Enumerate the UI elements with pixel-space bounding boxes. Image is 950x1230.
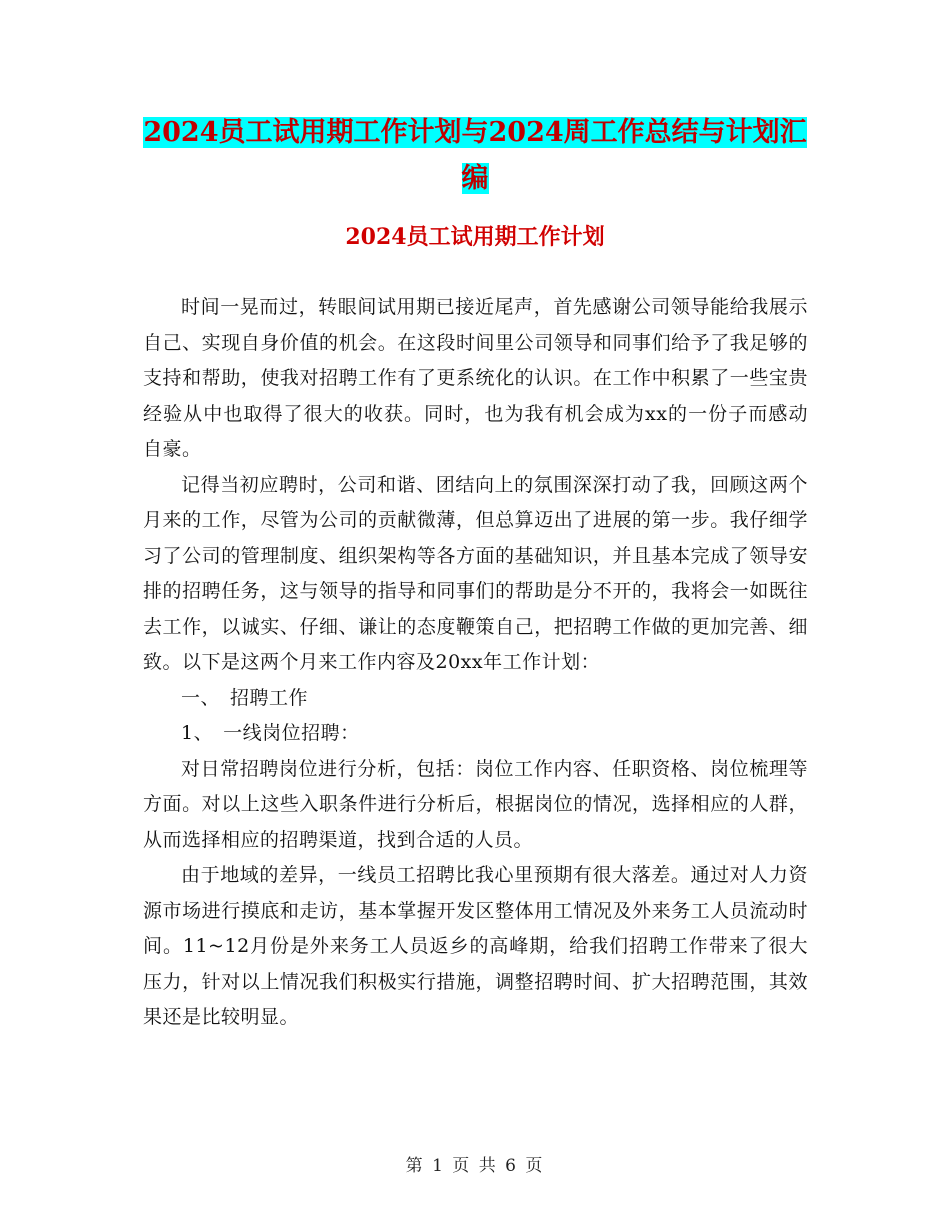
section-title: 2024员工试用期工作计划 <box>345 224 605 250</box>
paragraph: 记得当初应聘时，公司和谐、团结向上的氛围深深打动了我，回顾这两个月来的工作，尽管为公司的贡献微薄，但总算迈出了进展的第一步。我仔细学习了公司的管理制度、组织架构等各方面的基础知识，并且基本完成了领导安排的招聘任务，这与领导的指导和同事们的帮助是分不开的，我将会一如既往去工作，以诚实、仔细、谦让的态度鞭策自己，把招聘工作做的更加完善、细致。以下是这两个月来工作内容及20xx年工作计划： <box>143 473 808 673</box>
paragraph: 对日常招聘岗位进行分析，包括：岗位工作内容、任职资格、岗位梳理等方面。对以上这些入职条件进行分析后，根据岗位的情况，选择相应的人群，从而选择相应的招聘渠道，找到合适的人员。 <box>143 757 808 851</box>
document-body <box>143 290 808 1036</box>
subheading-frontline-recruitment: 1、 一线岗位招聘： <box>181 722 360 744</box>
page-footer: 第 1 页 共 6 页 <box>405 1156 545 1176</box>
document-main-title <box>140 110 810 202</box>
paragraph: 由于地域的差异，一线员工招聘比我心里预期有很大落差。通过对人力资源市场进行摸底和走访，基本掌握开发区整体用工情况及外来务工人员流动时间。11~12月份是外来务工人员返乡的高峰期，给我们招聘工作带来了很大压力，针对以上情况我们积极实行措施，调整招聘时间、扩大招聘范围，其效果还是比较明显。 <box>143 864 808 1028</box>
heading-recruitment: 一、 招聘工作 <box>181 686 309 709</box>
main-title-text: 2024员工试用期工作计划与2024周工作总结与计划汇编 <box>143 117 807 194</box>
paragraph: 时间一晃而过，转眼间试用期已接近尾声，首先感谢公司领导能给我展示自己、实现自身价值的机会。在这段时间里公司领导和同事们给予了我足够的支持和帮助，使我对招聘工作有了更系统化的认识。在工作中积累了一些宝贵经验从中也取得了很大的收获。同时，也为我有机会成为xx的一份子而感动自豪。 <box>143 296 808 460</box>
